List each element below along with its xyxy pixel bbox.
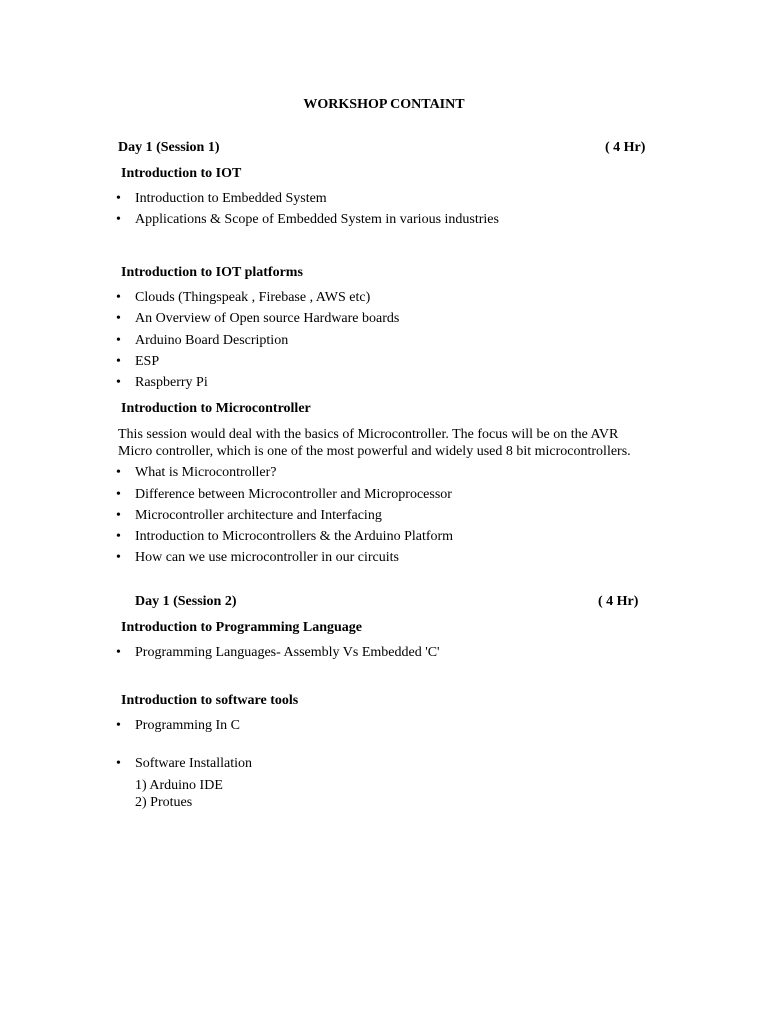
section-heading-microcontroller: Introduction to Microcontroller [121,401,311,416]
section-heading-software-tools: Introduction to software tools [121,693,299,708]
list-item: • How can we use microcontroller in our circuits [135,549,399,566]
list-item: • Programming In C [135,717,240,734]
section-heading-programming-language: Introduction to Programming Language [121,620,362,635]
list-item: • Introduction to Microcontrollers & the Arduino Platform [135,528,453,545]
list-item: • An Overview of Open source Hardware boards [135,310,399,327]
section-heading-iot: Introduction to IOT [121,166,242,181]
session-1-day: Day 1 (Session 1) [118,140,220,155]
list-item: • Clouds (Thingspeak , Firebase , AWS etc) [135,289,370,306]
section-heading-iot-platforms: Introduction to IOT platforms [121,265,303,280]
sub-list-item: 2) Protues [135,795,193,810]
list-item: • What is Microcontroller? [135,464,277,481]
sub-list-item: 1) Arduino IDE [135,778,223,793]
session-2-day: Day 1 (Session 2) [135,594,237,609]
list-item: • ESP [135,353,159,370]
list-item: • Arduino Board Description [135,332,288,349]
paragraph-line: This session would deal with the basics of Microcontroller. The focus will be on the AVR [118,427,619,442]
list-item: • Difference between Microcontroller and Microprocessor [135,486,452,503]
list-item: • Programming Languages- Assembly Vs Embedded 'C' [135,644,440,661]
list-item: • Raspberry Pi [135,374,208,391]
session-2-duration: ( 4 Hr) [598,594,639,609]
page-title: WORKSHOP CONTAINT [303,97,465,112]
session-1-duration: ( 4 Hr) [605,140,646,155]
list-item: • Software Installation [135,755,252,772]
list-item: • Introduction to Embedded System [135,190,327,207]
list-item: • Applications & Scope of Embedded System in various industries [135,211,499,228]
list-item: • Microcontroller architecture and Interfacing [135,507,382,524]
paragraph-line: Micro controller, which is one of the most powerful and widely used 8 bit microcontrollers. [118,444,631,459]
